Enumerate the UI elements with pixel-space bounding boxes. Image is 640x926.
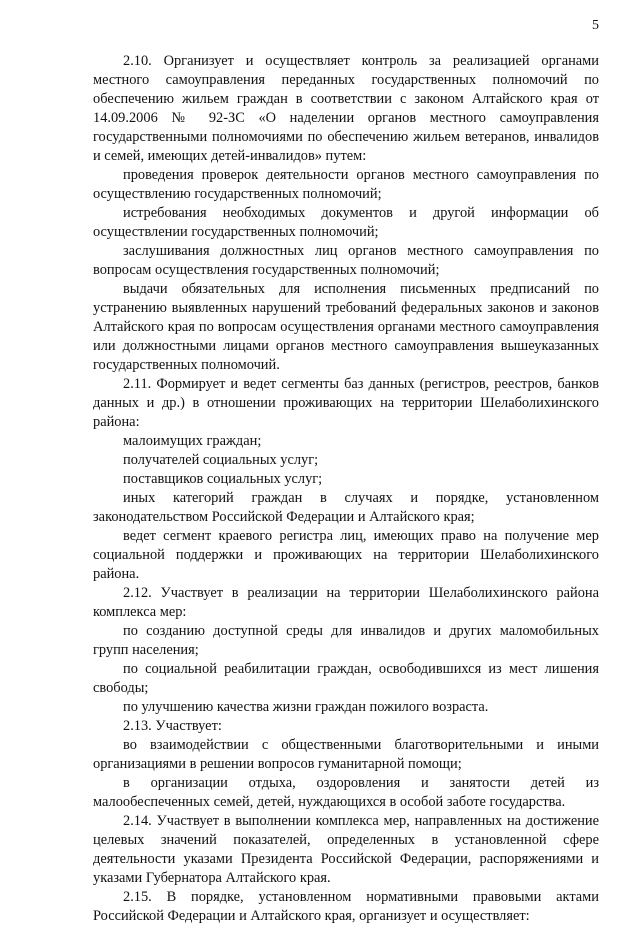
paragraph-2-10: 2.10. Организует и осуществляет контроль за реализацией органами местного самоуправления переданных государственных полномочий по обеспечению жильем граждан в соответствии с законом Алтайского края от 14.09.2006 № 92-ЗС «О наделении органов местного самоуправления государственными полномочиями по обеспечению жильем ветеранов, инвалидов и семей, имеющих детей-инвалидов» путем: bbox=[93, 53, 599, 164]
list-item: иных категорий граждан в случаях и порядке, установленном законодательством Российской Федерации и Алтайского края; bbox=[93, 490, 599, 525]
page-number: 5 bbox=[592, 18, 599, 33]
list-item: в организации отдыха, оздоровления и занятости детей из малообеспеченных семей, детей, нуждающихся в особой заботе государства. bbox=[93, 775, 599, 810]
list-item: проведения проверок деятельности органов местного самоуправления по осуществлению государственных полномочий; bbox=[93, 167, 599, 202]
list-item: малоимущих граждан; bbox=[123, 433, 262, 449]
paragraph-2-13: 2.13. Участвует: bbox=[123, 718, 222, 734]
document-body bbox=[93, 52, 599, 926]
list-item: заслушивания должностных лиц органов местного самоуправления по вопросам осуществления государственных полномочий; bbox=[93, 243, 599, 278]
paragraph-2-15: 2.15. В порядке, установленном нормативными правовыми актами Российской Федерации и Алтайского края, организует и осуществляет: bbox=[93, 889, 599, 924]
list-item: по социальной реабилитации граждан, освободившихся из мест лишения свободы; bbox=[93, 661, 599, 696]
list-item: во взаимодействии с общественными благотворительными и иными организациями в решении вопросов гуманитарной помощи; bbox=[93, 737, 599, 772]
list-item: получателей социальных услуг; bbox=[123, 452, 319, 468]
list-item: по улучшению качества жизни граждан пожилого возраста. bbox=[123, 699, 489, 715]
paragraph-2-12: 2.12. Участвует в реализации на территории Шелаболихинского района комплекса мер: bbox=[93, 585, 599, 620]
paragraph-2-11: 2.11. Формирует и ведет сегменты баз данных (регистров, реестров, банков данных и др.) в отношении проживающих на территории Шелаболихинского района: bbox=[93, 376, 599, 430]
paragraph-2-14: 2.14. Участвует в выполнении комплекса мер, направленных на достижение целевых значений показателей, определенных в установленной сфере деятельности указами Президента Российской Федерации, распоряжениями и указами Губернатора Алтайского края. bbox=[93, 813, 599, 886]
list-item: истребования необходимых документов и другой информации об осуществлении государственных полномочий; bbox=[93, 205, 599, 240]
list-item: по созданию доступной среды для инвалидов и других маломобильных групп населения; bbox=[93, 623, 599, 658]
list-item: выдачи обязательных для исполнения письменных предписаний по устранению выявленных нарушений требований федеральных законов и законов Алтайского края по вопросам осуществления органами местного самоуправления или должностными лицами органов местного самоуправления вышеуказанных государственных полномочий. bbox=[93, 281, 599, 373]
list-item: поставщиков социальных услуг; bbox=[123, 471, 323, 487]
list-item: ведет сегмент краевого регистра лиц, имеющих право на получение мер социальной поддержки и проживающих на территории Шелаболихинского района. bbox=[93, 528, 599, 582]
